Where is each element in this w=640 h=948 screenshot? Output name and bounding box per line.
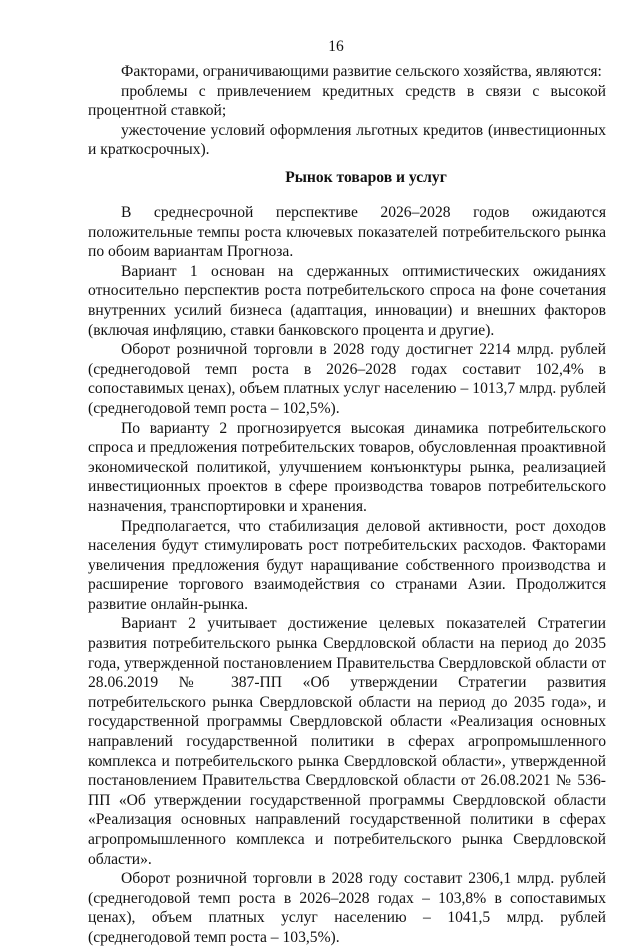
paragraph-variant-2-figures: Оборот розничной торговли в 2028 году составит 2306,1 млрд. рублей (среднегодовой темп роста в 2026–2028 годах – 103,8% в сопоставимых ценах), объем платных услуг населению – 1041,5 млрд. рублей (среднегодовой темп роста – 103,5%). bbox=[88, 870, 606, 946]
paragraph-variant-1: Вариант 1 основан на сдержанных оптимистических ожиданиях относительно перспектив роста потребительского спроса на фоне сочетания внутренних усилий бизнеса (адаптация, инновации) и внешних факторов (включая инфляцию, ставки банковского процента и другие). bbox=[88, 262, 606, 339]
paragraph-factors-intro: Факторами, ограничивающими развитие сельского хозяйства, являются: bbox=[121, 63, 602, 80]
paragraph-credit-problems: проблемы с привлечением кредитных средств в связи с высокой процентной ставкой; bbox=[88, 82, 606, 120]
paragraph-assumptions: Предполагается, что стабилизация деловой активности, рост доходов населения будут стимулировать рост потребительских расходов. Факторами увеличения предложения будут наращивание собственного производства и расширение торгового взаимодействия со странами Азии. Продолжится развитие онлайн-рынка. bbox=[88, 517, 606, 613]
paragraph-outlook: В среднесрочной перспективе 2026–2028 годов ожидаются положительные темпы роста ключевых показателей потребительского рынка по обоим вариантам Прогноза. bbox=[88, 204, 606, 261]
paragraph-variant-2-strategy: Вариант 2 учитывает достижение целевых показателей Стратегии развития потребительского рынка Свердловской области на период до 2035 года, утвержденной постановлением Правительства Свердловской области от 28.06.2019 № 387-ПП «Об утверждении Стратегии развития потребительского рынка Свердловской области на период до 2035 года», и государственной программы Свердловской области «Реализация основных направлений государственной политики в сферах агропромышленного комплекса и потребительского рынка Свердловской области», утвержденной постановлением Правительства Свердловской области от 26.08.2021 № 536-ПП «Об утверждении государственной программы Свердловской области «Реализация основных направлений государственной политики в сферах агропромышленного комплекса и потребительского рынка Свердловской области». bbox=[88, 615, 606, 868]
section-heading: Рынок товаров и услуг bbox=[285, 169, 447, 186]
paragraph-variant-1-figures: Оборот розничной торговли в 2028 году достигнет 2214 млрд. рублей (среднегодовой темп роста в 2026–2028 годах составит 102,4% в сопоставимых ценах), объем платных услуг населению – 1013,7 млрд. рублей (среднегодовой темп роста – 102,5%). bbox=[88, 341, 606, 417]
paragraph-variant-2: По варианту 2 прогнозируется высокая динамика потребительского спроса и предложения потребительских товаров, обусловленная проактивной экономической политикой, улучшением конъюнктуры рынка, реализацией инвестиционных проектов в сфере производства товаров потребительского назначения, транспортировки и хранения. bbox=[88, 419, 606, 515]
intro-block bbox=[88, 62, 606, 160]
section-body bbox=[88, 203, 606, 948]
page-number: 16 bbox=[328, 38, 344, 55]
paragraph-credit-conditions: ужесточение условий оформления льготных кредитов (инвестиционных и краткосрочных). bbox=[88, 121, 606, 159]
